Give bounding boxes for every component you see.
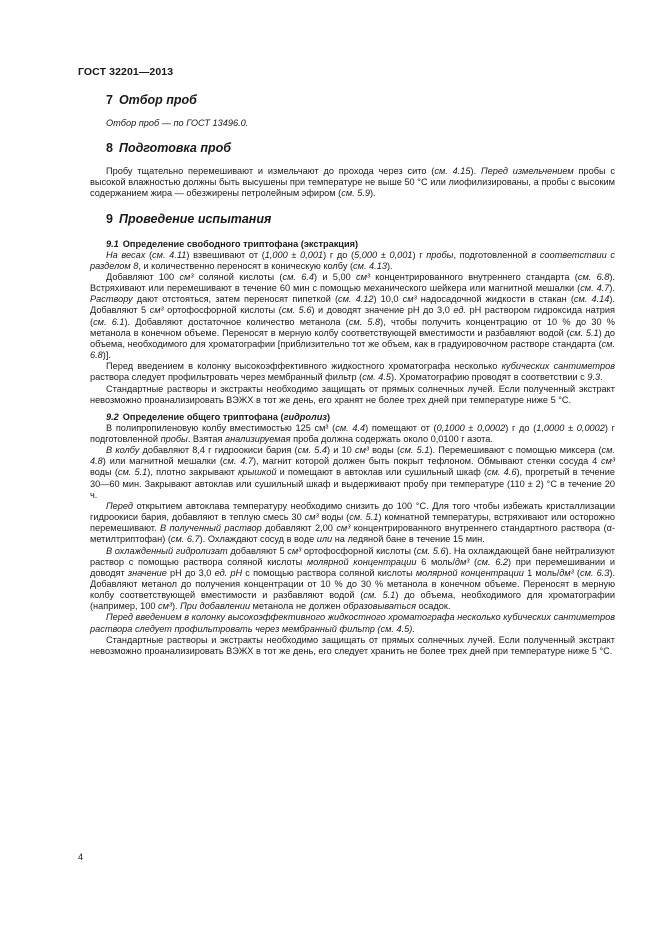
text-run: см. 4.5 — [362, 372, 391, 383]
text-run: 1,0000 ± 0,0002 — [536, 422, 605, 433]
text-run: При добавлении — [180, 601, 251, 612]
text-run: ). — [386, 260, 393, 271]
text-run: см. 6.2 — [477, 556, 508, 567]
text-run: см³ — [402, 294, 417, 305]
section-title: Отбор проб — [118, 93, 197, 107]
text-run: В охлажденный гидролизат — [106, 545, 228, 556]
text-run: см. 4.13 — [353, 260, 387, 271]
text-run: пробы с высокой влажностью должны быть высушены при температуре не выше 50 °С или лиофилизированы, а пробы с высоким содержанием жира — обезжирены петролейным эфиром ( — [90, 166, 615, 199]
text-run: ) помещают от ( — [365, 422, 437, 433]
text-run: см. 6.4 — [282, 271, 315, 282]
text-run: , подготовленной — [453, 249, 532, 260]
text-run: см. 4.7 — [222, 456, 253, 467]
text-run: см. 4.11 — [152, 249, 187, 260]
section-8-text — [90, 166, 615, 199]
text-run: см³ — [287, 545, 302, 556]
text-run: см³ — [601, 456, 615, 467]
text-run: ортофосфорной кислоты ( — [301, 545, 417, 556]
text-run: ) при перемешивании и доводят — [90, 556, 615, 578]
text-run: ортофосфорной кислоты ( — [163, 305, 282, 316]
text-run: Определение общего триптофана ( — [122, 411, 284, 422]
text-run: ). На охлаждающей бане нейтрализуют раствор с помощью раствора соляной кислоты — [90, 545, 616, 567]
section-7-text: Отбор проб — по ГОСТ 13496.0. — [106, 118, 249, 128]
text-run: pH до 3,0 — [166, 567, 215, 578]
paragraph: Стандартные растворы и экстракты необходимо защищать от прямых солнечных лучей. Если полученный экстракт невозможно проанализировать ВЭЖХ в тот же день, его следует хранить не более трех дней при температуре ниже 5 °С. — [90, 634, 615, 656]
text-run: образовываться — [343, 601, 417, 612]
text-run: ) до объема, необходимого для хроматографии (например, 100 — [90, 590, 615, 612]
text-run: ) или магнитной мешалки ( — [102, 456, 223, 467]
text-run: . Взятая — [187, 433, 225, 444]
text-run: Раствору — [90, 294, 133, 305]
text-run: ( — [573, 567, 580, 578]
text-run: см. 4.14 — [573, 294, 610, 305]
page-content — [90, 92, 615, 657]
text-run: Пробу тщательно перемешивают и измельчают до прохода через сито ( — [106, 166, 435, 177]
page-number: 4 — [78, 852, 84, 862]
text-run: см. 4.12 — [338, 294, 374, 305]
text-run: ) комнатной температуры, встряхивают или осторожно перемешивают. — [90, 512, 615, 534]
text-run: см. 5.6 — [281, 305, 312, 316]
text-run: см³ — [355, 271, 370, 282]
text-run: соляной кислоты ( — [193, 271, 283, 282]
text-run: ед. pH — [214, 567, 243, 578]
text-run: см. 4.6 — [487, 467, 517, 478]
text-run: в соответствии с разделом 8 — [90, 249, 615, 271]
text-run: дм³ — [559, 567, 574, 578]
text-run: ), прогретый в течение 30—60 мин. Закрывают автоклав или сушильный шкаф и выдерживают пробу при температуре (110 ± 2) °С в течение 20 ч. — [90, 467, 615, 500]
text-run: ). Встряхивают или перемешивают в течение 60 мин с помощью механического шейкера или магнитной мешалки ( — [90, 271, 615, 294]
subsection-title: Определение свободного триптофана (экстракция) — [122, 238, 359, 249]
text-run: 5,000 ± 0,001 — [354, 249, 413, 260]
text-run: ). Добавляют метанол до получения концентрации от 10 % до 30 % метанола в конечном объеме. Переносят в мерную колбу соответствующей вместимости и разбавляют водой ( — [90, 567, 616, 601]
text-run: ( — [145, 249, 153, 260]
text-run: концентрированного внутреннего стандартного раствора (α-метилтриптофан) ( — [90, 523, 615, 545]
text-run: см. 5.9 — [341, 188, 370, 199]
text-run: осадок. — [416, 601, 451, 612]
text-run: см. 6.8 — [90, 338, 615, 361]
text-run: метанола не должен — [250, 601, 344, 612]
text-run: открытием автоклава температуру необходимо снизить до 100 °С. Для того чтобы избежать кристаллизации гидроокиси бария, добавляют в теплую смесь 30 — [90, 500, 615, 523]
text-run: ) и 10 — [327, 445, 355, 456]
text-run: анализируемая — [225, 433, 291, 444]
text-run: Добавляют 100 — [106, 271, 180, 282]
text-run: см. 5.1 — [349, 512, 379, 523]
section-number: 8 — [106, 141, 113, 156]
text-run: см³ — [304, 512, 319, 523]
text-run: добавляют 8,4 г гидроокиси бария ( — [139, 445, 298, 456]
page-header: ГОСТ 32201—2013 — [78, 66, 174, 78]
text-run: значение — [127, 567, 167, 578]
text-run: см. 6.7 — [170, 534, 200, 545]
text-run: см. 5.1 — [117, 467, 148, 478]
paragraph — [90, 546, 615, 613]
text-run: ) и доводят значение pH до 3,0 — [311, 305, 454, 316]
subsection-number: 9.1 — [106, 238, 119, 249]
paragraph: Перед введением в колонку высокоэффективного жидкостного хроматографа несколько кубических сантиметров раствора следует профильтровать через мембранный фильтр (см. 4.5). — [90, 612, 615, 634]
text-run: см³ — [149, 305, 164, 316]
text-run: 6 моль/ — [416, 556, 455, 567]
text-run: ). — [470, 166, 481, 177]
text-run: 0,1000 ± 0,0002 — [436, 422, 506, 433]
section-number: 7 — [106, 93, 113, 107]
text-run: см³ — [179, 271, 194, 282]
text-run: ) — [327, 411, 331, 422]
text-run: см. 6.1 — [93, 316, 125, 327]
section-8-heading — [106, 140, 615, 156]
text-run: молярной концентрации — [306, 556, 417, 567]
text-run: ), плотно закрывают — [147, 467, 239, 478]
section-number: 9 — [106, 211, 113, 226]
section-9-heading — [106, 211, 615, 227]
text-run: ) г подготовленной — [90, 422, 615, 444]
text-run: В полипропиленовую колбу вместимостью 125 см³ ( — [106, 422, 336, 433]
text-run: см. 4.15 — [434, 166, 471, 177]
text-run: ), чтобы получить концентрацию от 10 % до 30 % метанола в конечном объеме. Переносят в мерную колбу соответствующей вместимости и разбавляют водой ( — [90, 316, 615, 338]
text-run: пробы — [160, 433, 188, 444]
text-run: см. 5.1 — [569, 327, 599, 338]
text-run: ). — [370, 188, 376, 199]
text-run: см. 4.7 — [580, 283, 610, 294]
text-run: см. 6.3 — [579, 567, 610, 578]
text-run: см. 5.8 — [348, 316, 381, 327]
paragraph — [90, 501, 615, 546]
paragraph — [90, 445, 615, 501]
text-run: ). Добавляют достаточное количество метанола ( — [124, 316, 349, 327]
text-run: см. 6.8 — [577, 271, 610, 282]
paragraph: Стандартные растворы и экстракты необходимо защищать от прямых солнечных лучей. Если полученный экстракт невозможно проанализировать ВЭЖХ в тот же день, его хранят не более трех дней при температуре ниже 5 °С. — [90, 383, 615, 405]
text-run: ) г до ( — [505, 422, 537, 433]
text-run: ) до объема, необходимого для хроматографии [приблизительно тот же объем, как в градуировочном растворе стандарта ( — [90, 327, 615, 349]
text-run: ( — [469, 556, 478, 567]
text-run: см³ — [354, 445, 369, 456]
text-run: ед. — [453, 305, 466, 316]
text-run: В колбу — [106, 445, 140, 456]
text-run: 1 моль/ — [523, 567, 560, 578]
text-run: и помещают в автоклав или сушильный шкаф ( — [276, 467, 488, 478]
text-run: ). Перемешивают с помощью миксера ( — [429, 445, 602, 456]
text-run: . — [600, 372, 603, 383]
text-run: ). Добавляют 5 — [90, 294, 615, 316]
text-run: На весах — [106, 249, 146, 260]
section-7-heading — [106, 92, 615, 108]
text-run: на ледяной бане в течение 15 мин. — [332, 534, 485, 545]
text-run: молярной концентрации — [415, 567, 524, 578]
paragraph — [90, 250, 615, 272]
text-run: )]. — [102, 350, 111, 361]
paragraph — [90, 272, 615, 361]
section-title: Проведение испытания — [118, 211, 272, 226]
text-run: гидролиз — [283, 411, 327, 422]
text-run: Перед — [106, 500, 133, 511]
text-run: ). — [609, 283, 615, 294]
text-run: см. 5.1 — [400, 445, 430, 456]
text-run: ) взвешивают от ( — [186, 249, 265, 260]
text-run: добавляют 2,00 — [261, 523, 337, 534]
text-run: или — [316, 534, 333, 545]
text-run: воды ( — [368, 445, 401, 456]
section-title: Подготовка проб — [118, 141, 231, 156]
text-run: см. 4.4 — [335, 422, 366, 433]
text-run: см. 4.8 — [90, 445, 615, 467]
paragraph — [90, 361, 615, 383]
text-run: см. 5.1 — [363, 590, 396, 601]
text-run: см. 5.6 — [416, 545, 446, 556]
text-run: см³ — [157, 601, 172, 612]
text-run: раствора следует профильтровать через мембранный фильтр ( — [90, 372, 363, 383]
text-run: крышкой — [238, 467, 277, 478]
paragraph — [90, 423, 615, 445]
text-run: ), магнит которой должен быть покрыт тефлоном. Обмывают стенки сосуда 4 — [252, 456, 602, 467]
text-run: ) г — [412, 249, 427, 260]
text-run: добавляют 5 — [227, 545, 288, 556]
text-run: воды ( — [90, 467, 118, 478]
text-run: Перед измельчением — [480, 166, 574, 177]
text-run: дм³ — [454, 556, 470, 567]
text-run: дают отстояться, затем переносят пипеткой ( — [132, 294, 339, 305]
text-run: концентрированного внутреннего стандарта ( — [369, 271, 578, 282]
subsection-9-2-heading — [90, 411, 615, 423]
text-run: пробы — [426, 249, 454, 260]
text-run: ). — [171, 601, 181, 612]
text-run: В полученный раствор — [159, 523, 262, 534]
text-run: надосадочной жидкости в стакан ( — [416, 294, 574, 305]
text-run: см³ — [336, 523, 351, 534]
text-run: ) 10,0 — [373, 294, 403, 305]
text-run: см. 5.4 — [297, 445, 327, 456]
text-run: ) г до ( — [323, 249, 355, 260]
text-run: 9.3 — [587, 372, 601, 383]
subsection-9-1-heading — [90, 238, 615, 250]
text-run: Перед введением в колонку высокоэффективного жидкостного хроматографа несколько — [106, 361, 502, 372]
text-run: 1,000 ± 0,001 — [264, 249, 324, 260]
text-run: pH раствором гидроксида натрия ( — [90, 305, 615, 327]
text-run: ) и 5,00 — [314, 271, 356, 282]
subsection-number: 9.2 — [106, 411, 119, 422]
text-run: проба должна содержать около 0,0100 г азота. — [290, 433, 493, 444]
text-run: , и количественно переносят в коническую колбу ( — [138, 260, 354, 271]
text-run: с помощью раствора соляной кислоты — [242, 567, 416, 578]
text-run: кубических сантиметров — [501, 361, 615, 372]
text-run: воды ( — [318, 512, 350, 523]
text-run: ). Хроматографию проводят в соответствии с — [391, 372, 588, 383]
text-run: ). Охлаждают сосуд в воде — [199, 534, 317, 545]
